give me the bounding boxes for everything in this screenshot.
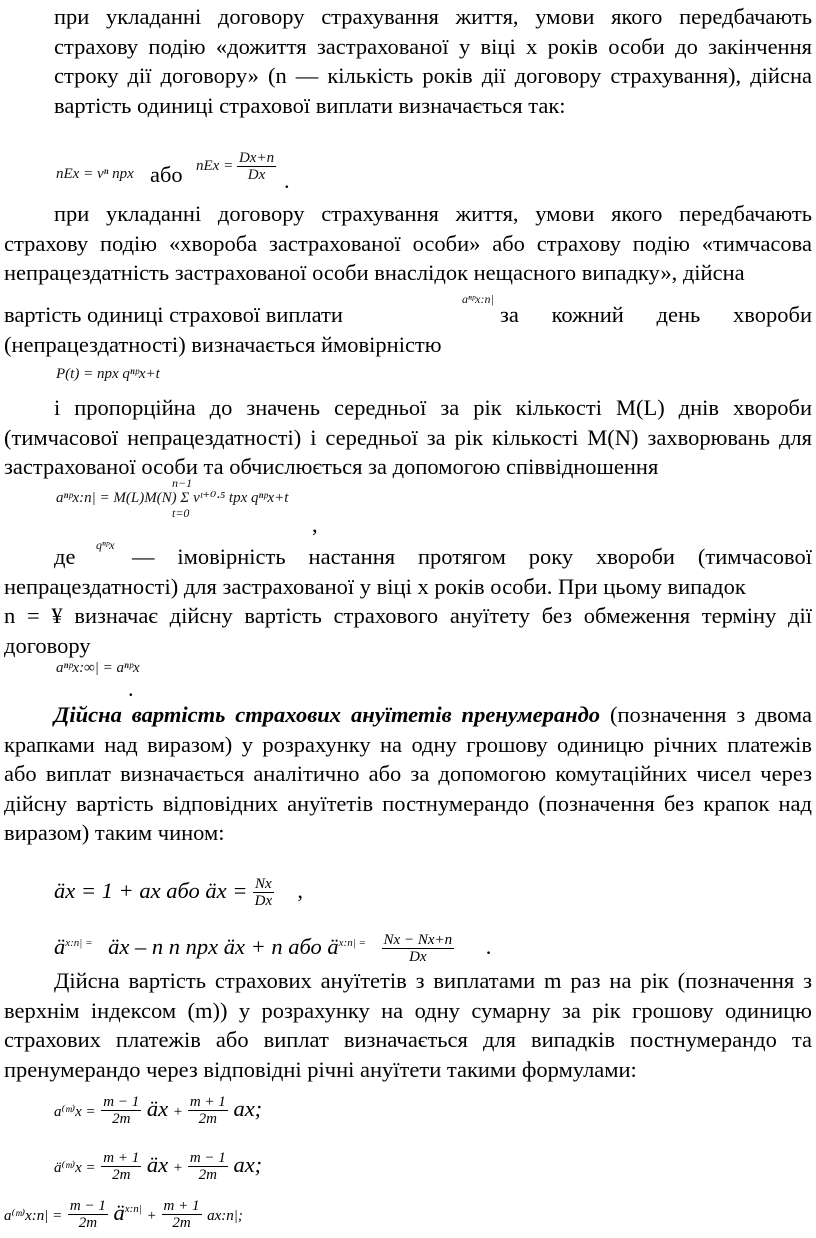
fraction	[188, 1150, 228, 1183]
denominator: 2m	[172, 1215, 191, 1232]
numerator: m − 1	[103, 1094, 140, 1111]
subscript: x:n| =	[65, 937, 93, 949]
fraction	[162, 1198, 202, 1231]
subscript: x:n| =	[338, 937, 366, 949]
bold-term: Дійсна вартість страхових ануїтетів пренумерандо	[54, 702, 601, 727]
numerator: Dx+n	[238, 150, 275, 166]
formula-lhs: a⁽ᵐ⁾x:n| =	[4, 1208, 63, 1224]
numerator: m + 1	[189, 1094, 226, 1111]
formula-m-annuity-immediate	[54, 1094, 262, 1127]
paragraph-m-times: Дійсна вартість страхових ануїтетів з виплатами m раз на рік (позначення з верхнім індексом (m)) у розрахунку на одну сумарну за рік грошову одиницю страхових платежів або виплат визначається для випадків постнумерандо та пренумерандо через відповідні річні ануїтети такими формулами:	[4, 968, 812, 1082]
denominator: 2m	[198, 1167, 217, 1184]
formula-text: äx	[146, 1152, 169, 1177]
paragraph-illness: при укладанні договору страхування життя, умови якого передбачають страхову подію «хвороба застрахованої особи» або страхову подію «тимчасова непрацездатність застрахованої особи внаслідок нещасного випадку», дійсна	[4, 201, 812, 285]
denominator: Dx	[409, 949, 427, 966]
text: вартість одиниці страхової виплати	[4, 302, 343, 327]
denominator: Dx	[247, 167, 266, 183]
formula-pure-endowment: nEx = vⁿ npx	[56, 166, 134, 182]
fraction	[382, 932, 455, 965]
formula-m-annuity-due	[54, 1150, 262, 1183]
formula-temporary-annuity-due	[54, 932, 491, 966]
fraction	[237, 150, 276, 183]
formula-illness-probability: P(t) = npx qⁿᵖx+t	[56, 366, 160, 382]
paragraph-endowment: при укладанні договору страхування життя, умови якого передбачають страхову подію «дожиття застрахованої у віці x років особи до закінчення строку дії договору» (n — кількість років дії договору страхування), дійсна вартість одиниці страхової виплати визначається так:	[54, 4, 812, 118]
denominator: 2m	[198, 1111, 217, 1128]
formula-text: ax;	[233, 1096, 263, 1121]
subscript: x:n|	[124, 1203, 142, 1215]
formula-text: ä	[113, 1200, 125, 1225]
formula-lhs: ä⁽ᵐ⁾x =	[54, 1160, 96, 1176]
numerator: m + 1	[163, 1198, 200, 1215]
fraction	[253, 876, 274, 909]
plus: +	[147, 1208, 156, 1224]
numerator: Nx − Nx+n	[383, 932, 453, 949]
sum-upper-limit: n−1	[172, 476, 193, 490]
denominator: 2m	[78, 1215, 98, 1232]
period: .	[485, 934, 492, 959]
denominator: 2m	[112, 1111, 131, 1128]
formula-text: ä	[54, 934, 66, 959]
formula-illness-prob-symbol: qⁿᵖx	[96, 538, 115, 552]
or-word: або	[150, 162, 183, 187]
formula-text: äx = 1 + ax або äx =	[54, 878, 248, 903]
paragraph-annuity-due	[4, 700, 812, 848]
formula-text: ax:n|;	[207, 1208, 243, 1224]
sum-lower-limit: t=0	[172, 506, 190, 520]
de-word: де	[54, 544, 76, 569]
formula-text: äx	[146, 1096, 169, 1121]
plus: +	[173, 1160, 183, 1176]
formula-illness-annuity: aⁿᵖx:n| = M(L)M(N) Σ vᵗ⁺⁰·⁵ tpx qⁿᵖx+t	[56, 490, 289, 506]
formula-pure-endowment-commutation	[196, 150, 276, 183]
formula-lhs: nEx =	[196, 157, 234, 174]
numerator: m − 1	[69, 1198, 106, 1215]
formula-annuity-due	[54, 876, 303, 909]
comma: ,	[297, 878, 303, 903]
fraction	[101, 1094, 141, 1127]
numerator: Nx	[255, 876, 272, 893]
formula-lhs: a⁽ᵐ⁾x =	[54, 1104, 96, 1120]
paragraph-proportional: і пропорційна до значень середньої за рік кількості M(L) днів хвороби (тимчасової непрацездатності) і середньої за рік кількості M(N) захворювань для застрахованої особи та обчислюється за допомогою співвідношення	[4, 395, 812, 479]
fraction	[101, 1150, 141, 1183]
numerator: m − 1	[189, 1150, 226, 1167]
formula-m-temporary-annuity	[4, 1198, 243, 1232]
formula-illness-annuity-symbol: aⁿᵖx:n|	[462, 292, 494, 306]
text: (непрацездатності) визначається ймовірністю	[4, 332, 442, 357]
text: за кожний день хвороби	[500, 302, 812, 327]
text: (позначення з двома крапками над виразом) у розрахунку на одну грошову одиницю річних платежів або виплат визначається аналітично або за допомогою комутаційних чисел через дійсну вартість відповідних ануїтетів постнумерандо (позначення без крапок над виразом) таким чином:	[4, 702, 813, 845]
paragraph-definition: — імовірність настання протягом року хвороби (тимчасової непрацездатності) для застрахованої у віці x років особи. При цьому випадок	[4, 544, 812, 599]
fraction	[188, 1094, 228, 1127]
denominator: 2m	[112, 1167, 131, 1184]
paragraph-infinite-case: n = ¥ визначає дійсну вартість страхового ануїтету без обмеження терміну дії договору	[4, 603, 812, 658]
numerator: m + 1	[103, 1150, 140, 1167]
formula-infinite-annuity: aⁿᵖx:∞| = aⁿᵖx	[56, 660, 140, 676]
period: .	[284, 168, 290, 193]
formula-text: äx – n n npx äx + n або ä	[108, 934, 339, 959]
fraction	[68, 1198, 108, 1231]
period: .	[128, 676, 134, 701]
denominator: Dx	[254, 893, 273, 910]
plus: +	[173, 1104, 183, 1120]
formula-text: ax;	[233, 1152, 263, 1177]
comma: ,	[312, 512, 318, 537]
